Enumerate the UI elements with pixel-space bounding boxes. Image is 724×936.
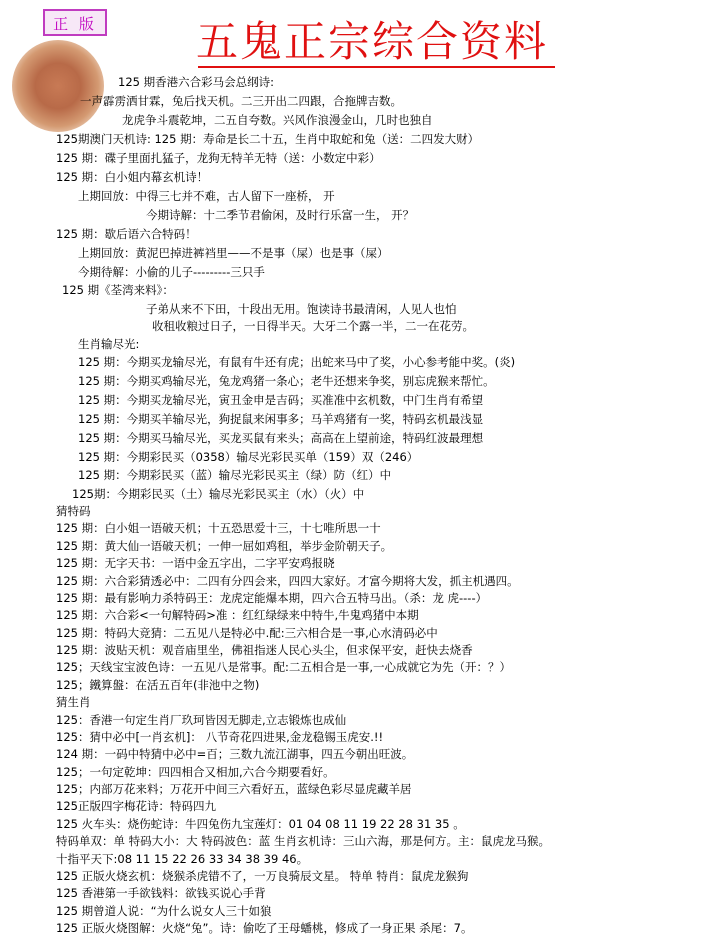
text-line: 一声霹雳洒甘霖，兔后找天机。二三开出二四跟，合拖牌吉数。 — [80, 94, 402, 108]
text-line: 125：香港一句定生肖厂玖珂皆因无脚走,立志锻炼也成仙 — [56, 713, 347, 727]
text-line: 125 火车头：烧伤蛇诗：牛四兔伤九宝莲灯：01 04 08 11 19 22 28 31 35 。 — [56, 817, 465, 831]
text-line: 125；天线宝宝波色诗：一五见八是常事。配:二五相合是一事,一心成就它为先（开：？） — [56, 660, 511, 674]
genuine-badge: 正 版 — [43, 9, 107, 36]
text-line: 125 期：歇后语六合特码！ — [56, 227, 197, 241]
text-line: 125 期：今期买龙输尽光，有鼠有牛还有虎；出蛇来马中了奖，小心参考能中奖。(炎) — [78, 355, 516, 369]
text-line: 收租收粮过日子，一日得半天。大牙二个露一半，二一在花劳。 — [152, 319, 474, 333]
text-line: 猜生肖 — [56, 695, 91, 709]
text-line: 125 期：今期买鸡输尽光，兔龙鸡猪一条心；老牛还想来争奖，别忘虎猴来帮忙。 — [78, 374, 495, 388]
text-line: 124 期：一码中特猜中必中=百；三数九流江湖事，四五今朝出旺波。 — [56, 747, 414, 761]
text-line: 125 正版火烧玄机：烧猴杀虎错不了，一万良骑辰文星。 特单 特肖：鼠虎龙猴狗 — [56, 869, 469, 883]
portrait-avatar — [12, 40, 104, 132]
text-line: 125 期：最有影响力杀特码王：龙虎定能爆本期，四六合五特马出。（杀：龙 虎----） — [56, 591, 488, 605]
text-line: 125 正版火烧图解：火烧“兔”。诗：偷吃了王母蟠桃，修成了一身正果 杀尾：7。 — [56, 921, 473, 935]
text-line: 125 期：今期彩民买（0358）输尽光彩民买单（159）双（246） — [78, 450, 419, 464]
text-line: 125 期：特码大竞猜：二五见八是特必中.配:三六相合是一事,心水清码必中 — [56, 626, 438, 640]
text-line: 上期回放：中得三七并不难，古人留下一座桥， 开 — [78, 189, 335, 203]
text-line: 125 期：黄大仙一语破天机；一伸一屈如鸡租，举步金阶朝天子。 — [56, 539, 393, 553]
text-line: 125；鐵算盤：在活五百年(非池中之物) — [56, 678, 260, 692]
text-line: 十指平天下:08 11 15 22 26 33 34 38 39 46。 — [56, 852, 309, 866]
text-line: 125；一句定乾坤：四四相合又相加,六合今期要看好。 — [56, 765, 335, 779]
text-line: 125 期：今期买龙输尽光，寅丑金申是吉码；买准准中玄机数，中门生肖有希望 — [78, 393, 484, 407]
page-title: 五鬼正宗综合资料 — [196, 17, 549, 66]
text-line: 125 期《荃湾来料》： — [62, 283, 174, 297]
text-line: 今期待解：小偷的儿子---------三只手 — [78, 265, 265, 279]
text-line: 125 期：无字天书：一语中金五字出，二字平安鸡报晓 — [56, 556, 335, 570]
text-line: 125 期：波贴天机：观音庙里坐，佛祖指迷人民心头尘，但求保平安，赶快去烧香 — [56, 643, 473, 657]
text-line: 猜特码 — [56, 504, 91, 518]
text-line: 125 期香港六合彩马会总纲诗: — [118, 75, 274, 89]
text-line: 125 期：六合彩猜透必中：二四有分四会来，四四大家好。才富今期将大发，抓主机遇四。 — [56, 574, 519, 588]
text-line: 125期澳门天机诗: 125 期：寿命是长二十五，生肖中取蛇和兔（送：二四发大财） — [56, 132, 480, 146]
text-line: 125 期：今期买马输尽光，买龙买鼠有来头；高高在上望前途，特码红波最理想 — [78, 431, 484, 445]
text-line: 125 香港第一手欲钱料：欲钱买说心手背 — [56, 886, 266, 900]
text-line: 125 期：今期买羊输尽光，狗捉鼠来闲事多；马羊鸡猪有一奖，特码玄机最浅显 — [78, 412, 484, 426]
text-line: 125 期曾道人说：“为什么说女人三十如狼 — [56, 904, 272, 918]
title-underline — [198, 66, 555, 68]
text-line: 龙虎争斗震乾坤，二五自夸数。兴风作浪漫金山，几时也独自 — [122, 113, 433, 127]
text-line: 上期回放：黄泥巴掉进裤裆里——不是事（屎）也是事（屎） — [78, 246, 389, 260]
text-line: 125；内部万花来料；万花开中间三六看好五，蓝绿色彩尽显虎藏羊居 — [56, 782, 412, 796]
text-line: 125 期：白小姐一语破天机；十五恐思爱十三，十七唯所思一十 — [56, 521, 381, 535]
text-line: 特码单双：单 特码大小：大 特码波色：蓝 生肖玄机诗：三山六海，那是何方。主：鼠虎龙马猴。 — [56, 834, 550, 848]
text-line: 125 期：碟子里面扎猛子，龙狗无特羊无特（送：小数定中彩） — [56, 151, 381, 165]
text-line: 125 期：六合彩<一句解特码>准 ：红红绿绿来中特牛,牛鬼鸡猪中本期 — [56, 608, 419, 622]
text-line: 生肖输尽光: — [78, 337, 140, 351]
text-line: 125期：今期彩民买（土）输尽光彩民买主（水）（火）中 — [72, 487, 365, 501]
text-line: 子弟从来不下田，十段出无用。饱读诗书最清闲，人见人也怕 — [146, 302, 457, 316]
text-line: 125 期：今期彩民买（蓝）输尽光彩民买主（绿）防（红）中 — [78, 468, 392, 482]
text-line: 125 期：白小姐内幕玄机诗！ — [56, 170, 209, 184]
text-line: 今期诗解：十二季节君偷闲，及时行乐富一生， 开？ — [146, 208, 415, 222]
text-line: 125：猜中必中[一肖玄机]： 八节奇花四进果,金龙稳锡玉虎安.!! — [56, 730, 384, 744]
text-line: 125正版四字梅花诗：特码四九 — [56, 799, 216, 813]
